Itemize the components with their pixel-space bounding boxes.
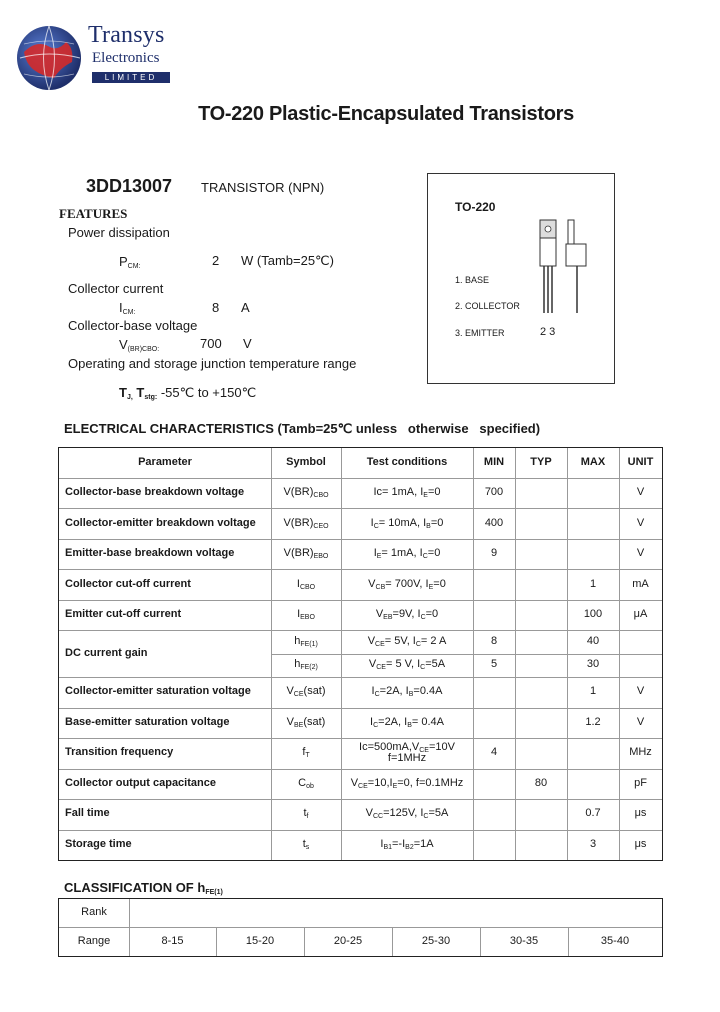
unit-cell: V [636,516,645,529]
header-symbol: Symbol [286,455,326,468]
test-cell: Ic= 1mA, $I_E=0$ [373,486,441,500]
param-cell: Collector cut-off current [65,577,191,590]
temperature-range-label: Operating and storage junction temperature range [68,356,357,371]
part-type: TRANSISTOR (NPN) [201,180,325,195]
max-cell: 30 [586,658,600,671]
transistor-package-icon [535,218,595,318]
globe-icon [14,22,84,92]
range-value: 15-20 [245,935,275,947]
param-cell: Collector-emitter breakdown voltage [65,516,256,529]
classification-heading: CLASSIFICATION OF $h_{FE(1)}$ [64,880,223,896]
param-cell: DC current gain [65,646,148,659]
row-divider [59,539,662,540]
row-divider [59,708,662,709]
min-cell: 5 [490,658,498,671]
param-cell: Collector-base breakdown voltage [65,486,245,499]
temperature-range: $T_{J,}$ $T_{stg:}$ -55℃ to +150℃ [119,385,257,401]
param-cell: Fall time [65,807,110,820]
test-cell: $V_{CE}=10,I_E=0$, f=0.1MHz [350,776,464,790]
collector-current-label: Collector current [68,281,164,296]
icm-value: 8 [212,300,220,315]
symbol-cell: $V(BR)_{CEO}$ [283,516,329,530]
brand-logo [14,22,84,92]
row-divider [59,569,662,570]
test-cell: $I_C=2A$, $I_B=0.4A$ [371,685,443,699]
symbol-cell: $V_{CE}(sat)$ [286,685,326,699]
param-cell: Storage time [65,837,132,850]
unit-cell: V [636,685,645,698]
min-cell: 9 [490,547,498,560]
part-number: 3DD13007 [86,176,173,196]
max-cell: 40 [586,635,600,648]
symbol-cell: $f_T$ [302,746,310,760]
max-cell: 0.7 [585,807,601,820]
symbol-cell: $C_{ob}$ [298,776,314,790]
row-divider [59,738,662,739]
pin-numbers: 2 3 [540,326,556,338]
typ-cell: 80 [534,776,548,789]
icm-symbol: $I_{CM:}$ [119,300,136,316]
test-cell: $V_{CC}=125V$, $I_C=5A$ [365,807,449,821]
param-cell: Emitter cut-off current [65,608,182,621]
unit-cell: μA [633,608,648,621]
pin-2-label: 2. COLLECTOR [455,301,520,311]
test-cell: $I_C= 10mA$, $I_B=0$ [370,516,444,530]
row-divider [271,654,662,655]
range-value: 25-30 [421,935,451,947]
unit-cell: V [636,486,645,499]
max-cell: 3 [589,837,597,850]
to220-drawing [535,218,595,318]
row-divider [59,830,662,831]
brand-limited-bar: LIMITED [92,72,170,83]
row-divider [59,600,662,601]
class-row-divider [59,927,662,928]
pcm-value: 2 [212,253,220,268]
row-divider [59,478,662,479]
symbol-cell: $V(BR)_{CBO}$ [283,486,329,500]
unit-cell: μs [634,837,647,850]
unit-cell: MHz [629,746,652,759]
electrical-characteristics-heading: ELECTRICAL CHARACTERISTICS (Tamb=25℃ unless otherwise specified) [64,421,541,436]
max-cell: 1 [589,685,597,698]
test-cell: $I_{B1}=-I_{B2}=1A$ [380,837,434,851]
symbol-cell: $h_{FE(2)}$ [294,658,318,672]
min-cell: 8 [490,635,498,648]
row-divider [59,508,662,509]
param-cell: Base-emitter saturation voltage [65,715,230,728]
package-title: TO-220 [455,200,496,214]
row-divider [59,677,662,678]
unit-cell: μs [634,807,647,820]
classification-table [58,898,663,957]
features-heading: FEATURES [59,206,128,221]
vbr-value: 700 [200,336,222,351]
header-test-conditions: Test conditions [366,455,448,468]
min-cell: 700 [484,486,504,499]
min-cell: 400 [484,516,504,529]
range-value: 30-35 [509,935,539,947]
symbol-cell: $I_{CBO}$ [296,577,316,591]
max-cell: 1.2 [585,715,601,728]
test-cell: $V_{CE}= 5V$, $I_C= 2$ A [367,635,447,649]
max-cell: 1 [589,577,597,590]
header-max: MAX [580,455,606,468]
max-cell: 100 [583,608,603,621]
row-divider [59,769,662,770]
range-value: 20-25 [333,935,363,947]
range-value: 8-15 [161,935,184,947]
test-cell: $I_E= 1mA$, $I_C=0$ [373,547,441,561]
unit-cell: pF [634,776,647,789]
vbr-symbol: $V_{(BR)CBO:}$ [119,337,160,353]
test-cell: $I_C=2A$, $I_B= 0.4A$ [370,715,444,729]
symbol-cell: $V_{BE}(sat)$ [286,715,326,729]
unit-cell: V [636,715,645,728]
symbol-cell: $I_{EBO}$ [297,608,315,622]
row-divider [59,799,662,800]
electrical-characteristics-table [58,447,663,861]
document-title: TO-220 Plastic-Encapsulated Transistors [198,103,574,125]
rank-label: Rank [81,906,107,918]
test-cell: $Ic=500mA,V_{CE}=10V$ [359,741,455,755]
unit-cell: V [636,547,645,560]
row-divider [59,630,662,631]
range-value: 35-40 [600,935,630,947]
vbr-unit: V [243,336,252,351]
pin-3-label: 3. EMITTER [455,328,505,338]
symbol-cell: $V(BR)_{EBO}$ [283,547,329,561]
icm-unit: A [241,300,250,315]
brand-name: Transys [88,22,165,48]
param-cell: Emitter-base breakdown voltage [65,547,235,560]
pcm-unit: W (Tamb=25℃) [241,253,334,268]
header-min: MIN [483,455,505,468]
symbol-cell: $t_f$ [303,807,309,821]
header-unit: UNIT [627,455,654,468]
param-cell: Collector output capacitance [65,776,216,789]
pin-1-label: 1. BASE [455,275,490,285]
collector-base-voltage-label: Collector-base voltage [68,318,198,333]
pcm-symbol: $P_{CM:}$ [119,254,141,270]
power-dissipation-label: Power dissipation [68,225,170,240]
test-cell-line2: f=1MHz [387,752,427,765]
header-parameter: Parameter [138,455,192,468]
header-typ: TYP [530,455,552,468]
min-cell: 4 [490,746,498,759]
unit-cell: mA [632,577,649,590]
test-cell: $V_{CE}= 5$ V, $I_C=5A$ [368,658,446,672]
range-label: Range [77,935,111,947]
symbol-cell: $t_s$ [302,837,310,851]
symbol-cell: $h_{FE(1)}$ [294,635,318,649]
test-cell: $V_{CB}= 700V$, $I_E=0$ [368,577,446,591]
param-cell: Transition frequency [65,746,174,759]
param-cell: Collector-emitter saturation voltage [65,685,251,698]
test-cell: $V_{EB}=9V$, $I_C=0$ [375,608,439,622]
brand-subtitle: Electronics [92,50,160,66]
